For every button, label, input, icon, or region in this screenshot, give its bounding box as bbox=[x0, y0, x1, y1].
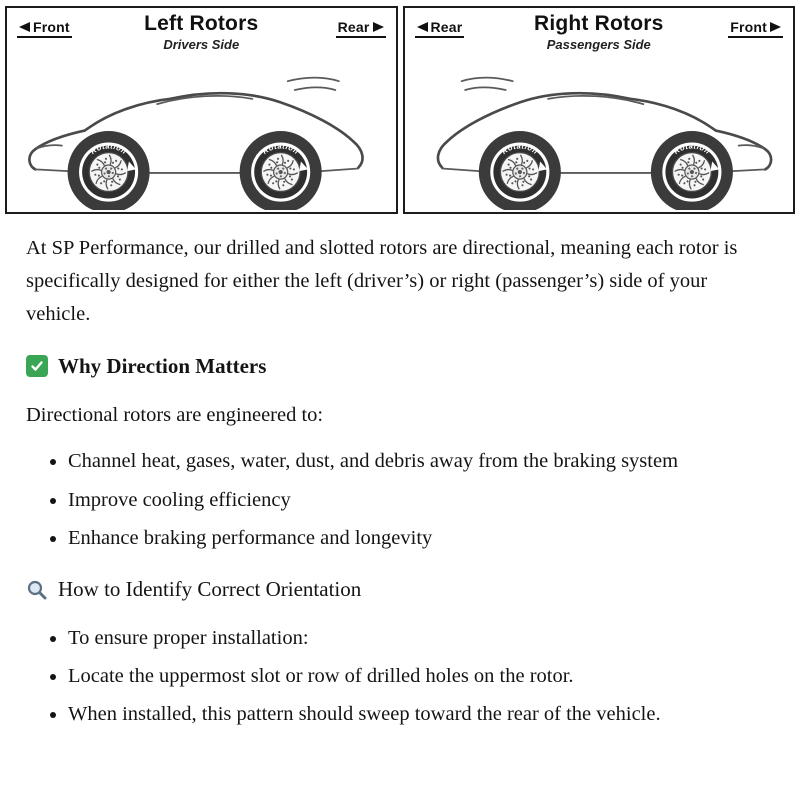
lead-paragraph: Directional rotors are engineered to: bbox=[26, 403, 324, 426]
article-body bbox=[0, 214, 776, 732]
front-wheel-rotor bbox=[656, 137, 727, 208]
left-panel-titles bbox=[91, 12, 311, 52]
left-rotors-panel bbox=[5, 6, 398, 214]
intro-paragraph: At SP Performance, our drilled and slotted rotors are directional, meaning each rotor is specifically designed for either the left (driver’s) or right (passenger’s) side of your vehicle. bbox=[26, 237, 738, 326]
panel-subtitle: Drivers Side bbox=[163, 37, 240, 52]
right-rotors-panel bbox=[403, 6, 796, 214]
direction-label: Front bbox=[33, 19, 70, 35]
orientation-steps-list bbox=[26, 622, 750, 732]
green-check-icon bbox=[26, 355, 48, 377]
list-item: • When installed, this pattern should sweep toward the rear of the vehicle. bbox=[68, 698, 750, 731]
left-panel-header bbox=[7, 8, 396, 60]
list-item: • Locate the uppermost slot or row of drilled holes on the rotor. bbox=[68, 660, 750, 693]
right-panel-header bbox=[405, 8, 794, 60]
rotor-direction-diagram bbox=[0, 0, 800, 214]
section-heading-orientation bbox=[26, 577, 750, 602]
rear-wheel-rotor bbox=[484, 137, 555, 208]
list-item: • Enhance braking performance and longevity bbox=[68, 522, 750, 555]
list-item: • Channel heat, gases, water, dust, and debris away from the braking system bbox=[68, 445, 750, 478]
front-arrow-left bbox=[17, 18, 72, 38]
list-item: • Improve cooling efficiency bbox=[68, 484, 750, 517]
arrow-left-icon bbox=[19, 22, 30, 32]
magnifier-icon bbox=[26, 579, 48, 601]
rear-wheel-rotor bbox=[245, 137, 316, 208]
front-arrow-right bbox=[728, 18, 783, 38]
panel-title: Left Rotors bbox=[144, 12, 259, 35]
heading-text: Why Direction Matters bbox=[58, 353, 267, 378]
left-car-illustration bbox=[7, 60, 396, 210]
panel-subtitle: Passengers Side bbox=[546, 37, 651, 52]
direction-label: Rear bbox=[430, 19, 463, 35]
arrow-left-icon bbox=[417, 22, 428, 32]
right-car-illustration bbox=[405, 60, 794, 210]
rear-arrow-right bbox=[336, 18, 386, 38]
list-item: • To ensure proper installation: bbox=[68, 622, 750, 655]
panel-title: Right Rotors bbox=[533, 12, 664, 35]
direction-label: Rear bbox=[337, 19, 370, 35]
direction-label: Front bbox=[730, 19, 767, 35]
rear-arrow-left bbox=[415, 18, 465, 38]
front-wheel-rotor bbox=[73, 137, 144, 208]
arrow-right-icon bbox=[373, 22, 384, 32]
direction-benefits-list bbox=[26, 445, 750, 555]
right-panel-titles bbox=[489, 12, 709, 52]
arrow-right-icon bbox=[770, 22, 781, 32]
heading-text: How to Identify Correct Orientation bbox=[58, 577, 362, 602]
section-heading-direction bbox=[26, 354, 750, 379]
